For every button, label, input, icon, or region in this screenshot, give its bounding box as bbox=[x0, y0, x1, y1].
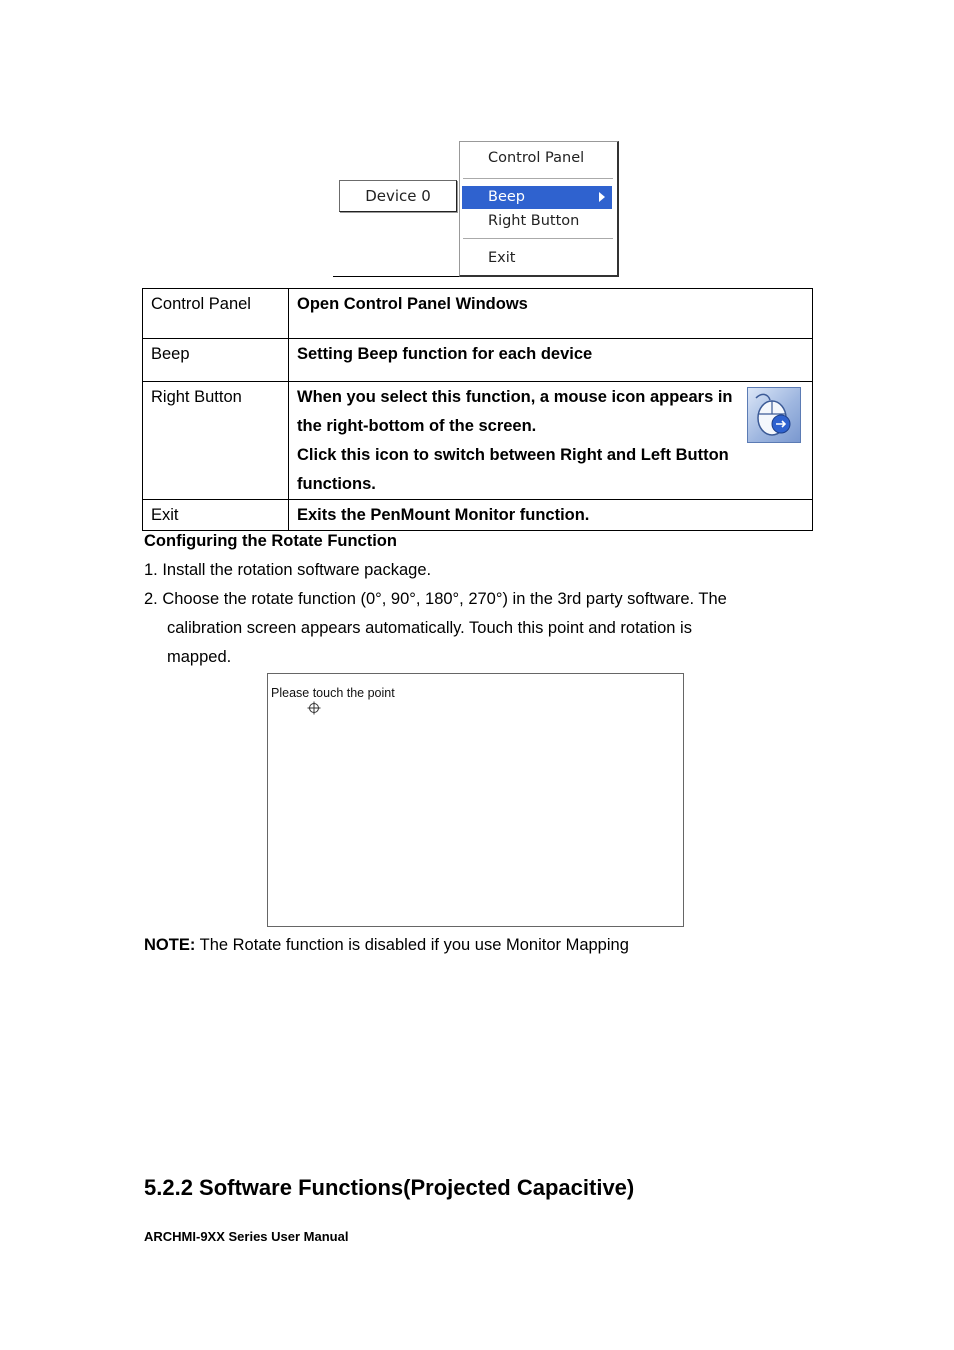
table-row bbox=[143, 289, 813, 339]
figure-baseline bbox=[333, 276, 459, 277]
rotate-step-2-line-3: mapped. bbox=[167, 648, 232, 666]
device-label: Device 0 bbox=[365, 187, 431, 205]
table-cell-description: Setting Beep function for each device bbox=[289, 339, 813, 382]
device-label-box bbox=[339, 180, 457, 212]
note-label: NOTE: bbox=[144, 936, 196, 954]
page-footer: ARCHMI-9XX Series User Manual bbox=[144, 1229, 349, 1244]
table-cell-name: Exit bbox=[143, 500, 289, 531]
menu-item-label: Control Panel bbox=[488, 150, 585, 166]
rotate-step-1: 1. Install the rotation software package. bbox=[144, 561, 432, 579]
table-row bbox=[143, 382, 813, 500]
menu-separator bbox=[463, 238, 613, 239]
function-table bbox=[142, 288, 813, 531]
table-cell-name: Beep bbox=[143, 339, 289, 382]
submenu-arrow-icon bbox=[599, 192, 605, 202]
table-cell-description: Exits the PenMount Monitor function. bbox=[289, 500, 813, 531]
description-line: When you select this function, a mouse icon appears in bbox=[297, 388, 733, 406]
table-cell-description: Open Control Panel Windows bbox=[289, 289, 813, 339]
note-text: The Rotate function is disabled if you use Monitor Mapping bbox=[195, 936, 629, 954]
table-cell-name: Control Panel bbox=[143, 289, 289, 339]
menu-item-label: Right Button bbox=[488, 213, 580, 229]
table-cell-name: Right Button bbox=[143, 382, 289, 500]
menu-item-label: Beep bbox=[488, 189, 525, 205]
table-cell-description bbox=[289, 382, 813, 500]
description-line: functions. bbox=[297, 475, 376, 493]
note bbox=[144, 931, 629, 960]
description-line: the right-bottom of the screen. bbox=[297, 417, 537, 435]
context-menu-figure bbox=[333, 140, 623, 280]
menu-item-exit[interactable] bbox=[462, 247, 612, 270]
menu-separator bbox=[463, 178, 613, 179]
menu-item-label: Exit bbox=[488, 250, 516, 266]
rotate-heading: Configuring the Rotate Function bbox=[144, 532, 397, 550]
calibration-prompt: Please touch the point bbox=[271, 686, 395, 700]
menu-item-beep[interactable] bbox=[462, 186, 612, 209]
calibration-screen bbox=[267, 673, 684, 927]
crosshair-icon[interactable] bbox=[307, 701, 321, 720]
section-heading: 5.2.2 Software Functions(Projected Capacitive) bbox=[144, 1175, 635, 1200]
rotate-step-2-line-1: 2. Choose the rotate function (0°, 90°, 180°, 270°) in the 3rd party software. The bbox=[144, 590, 727, 608]
description-line: Click this icon to switch between Right and Left Button bbox=[297, 446, 729, 464]
rotate-step-2-line-2: calibration screen appears automatically. Touch this point and rotation is bbox=[167, 619, 692, 637]
table-row bbox=[143, 500, 813, 531]
menu-item-right-button[interactable] bbox=[462, 210, 612, 233]
menu-item-control-panel[interactable] bbox=[462, 147, 612, 170]
table-row bbox=[143, 339, 813, 382]
mouse-button-switch-icon bbox=[747, 387, 801, 443]
context-menu bbox=[459, 141, 619, 277]
